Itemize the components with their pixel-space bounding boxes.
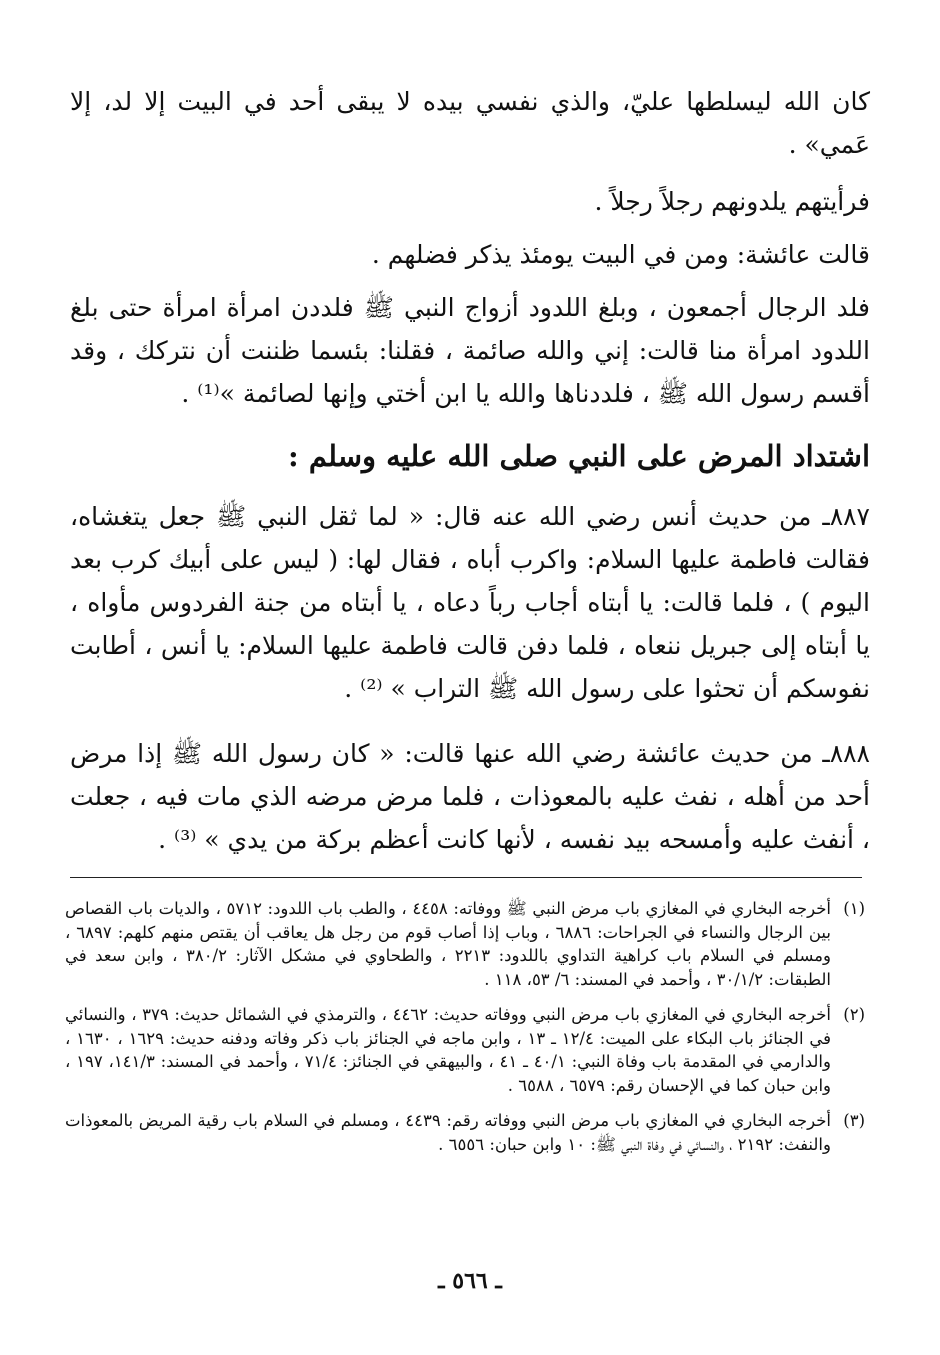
paragraph-4: فلد الرجال أجمعون ، وبلغ اللدود أزواج النبي ﷺ فلددن امرأة امرأة حتى بلغ اللدود امرأة منا قالت: إني والله صائمة ، فقلنا: بئسما ظننت أن نتركك ، وقد أقسم رسول الله ﷺ ، فلددناها والله يا ابن أختي وإنها لصائمة »⁽¹⁾ . (70, 293, 870, 408)
paragraph-1: كان الله ليسلطها عليّ، والذي نفسي بيده لا يبقى أحد في البيت إلا لد، إلا عَمي» . (70, 87, 870, 159)
section-heading: اشتداد المرض على النبي صلى الله عليه وسلم : (288, 439, 870, 473)
main-text (70, 80, 870, 883)
paragraph-2: فرأيتهم يلدونهم رجلاً رجلاً . (594, 187, 870, 216)
hadith-888: ٨٨٨ـ من حديث عائشة رضي الله عنها قالت: « كان رسول الله ﷺ إذا مرض أحد من أهله ، نفث عليه بالمعوذات ، فلما مرض مرضه الذي مات فيه ، جعلت ، أنفث عليه وأمسحه بيد نفسه ، لأنها كانت أعظم بركة من يدي » ⁽³⁾ . (70, 739, 870, 854)
footnote-3 (65, 1109, 865, 1156)
footnote-number: (٢) (843, 1005, 865, 1024)
footnote-text: أخرجه البخاري في المغازي باب مرض النبي ﷺ ووفاته: ٤٤٥٨ ، والطب باب اللدود: ٥٧١٢ ، والديات باب القصاص بين الرجال والنساء في الجراحات: ٦٨٨٦ ، وباب إذا أصاب قوم من رجل هل يعاقب أن يقتص منهم كلهم: ٦٨٩٧ ، ومسلم في السلام باب كراهية التداوي باللدود: ٢٢١٣ ، والطحاوي في مشكل الآثار: ٣٨٠/٢ ، وابن سعد في الطبقات: ٣٠/١/٢ ، وأحمد في المسند: ٦/ ٥٣، ١١٨ . (65, 899, 831, 989)
footnote-number: (٣) (843, 1111, 865, 1130)
footnote-2 (65, 1003, 865, 1097)
footnote-text: أخرجه البخاري في المغازي باب مرض النبي ووفاته حديث: ٤٤٦٢ ، والترمذي في الشمائل حديث: ٣٧٩ ، والنسائي في الجنائز باب البكاء على الميت: ١٢/٤ ـ ١٣ ، وابن ماجه في الجنائز باب ذكر وفاته ودفنه حديث: ١٦٢٩ ، ١٦٣٠ ، والدارمي في المقدمة باب وفاة النبي: ٤٠/١ ـ ٤١ ، والبيهقي في الجنائز: ٧١/٤ ، وأحمد في المسند: ١٤١/٣، ١٩٧ ، وابن حبان كما في الإحسان رقم: ٦٥٧٩ ، ٦٥٨٨ . (65, 1005, 831, 1095)
footnote-text: أخرجه البخاري في المغازي باب مرض النبي ووفاته رقم: ٤٤٣٩ ، ومسلم في السلام باب رقية المريض بالمعوذات والنفث: ٢١٩٢ ، والنسائي في وفاة النبي ﷺ: ١٠ وابن حبان: ٦٥٥٦ . (65, 1111, 831, 1154)
page-number: ـ ٥٦٦ ـ (438, 1268, 502, 1294)
body-text (70, 80, 870, 861)
paragraph-3: قالت عائشة: ومن في البيت يومئذ يذكر فضلهم . (371, 240, 870, 269)
hadith-887: ٨٨٧ـ من حديث أنس رضي الله عنه قال: « لما ثقل النبي ﷺ جعل يتغشاه، فقالت فاطمة عليها السلام: واكرب أباه ، فقال لها: ( ليس على أبيك كرب بعد اليوم ) ، فلما قالت: يا أبتاه أجاب رباً دعاه ، يا أبتاه من جنة الفردوس مأواه ، يا أبتاه إلى جبريل ننعاه ، فلما دفن قالت فاطمة عليها السلام: يا أنس ، أطابت نفوسكم أن تحثوا على رسول الله ﷺ التراب » ⁽²⁾ . (70, 502, 870, 703)
footnote-number: (١) (843, 899, 865, 918)
footnotes (65, 897, 865, 1168)
footnote-1 (65, 897, 865, 991)
footnote-separator (70, 877, 862, 878)
